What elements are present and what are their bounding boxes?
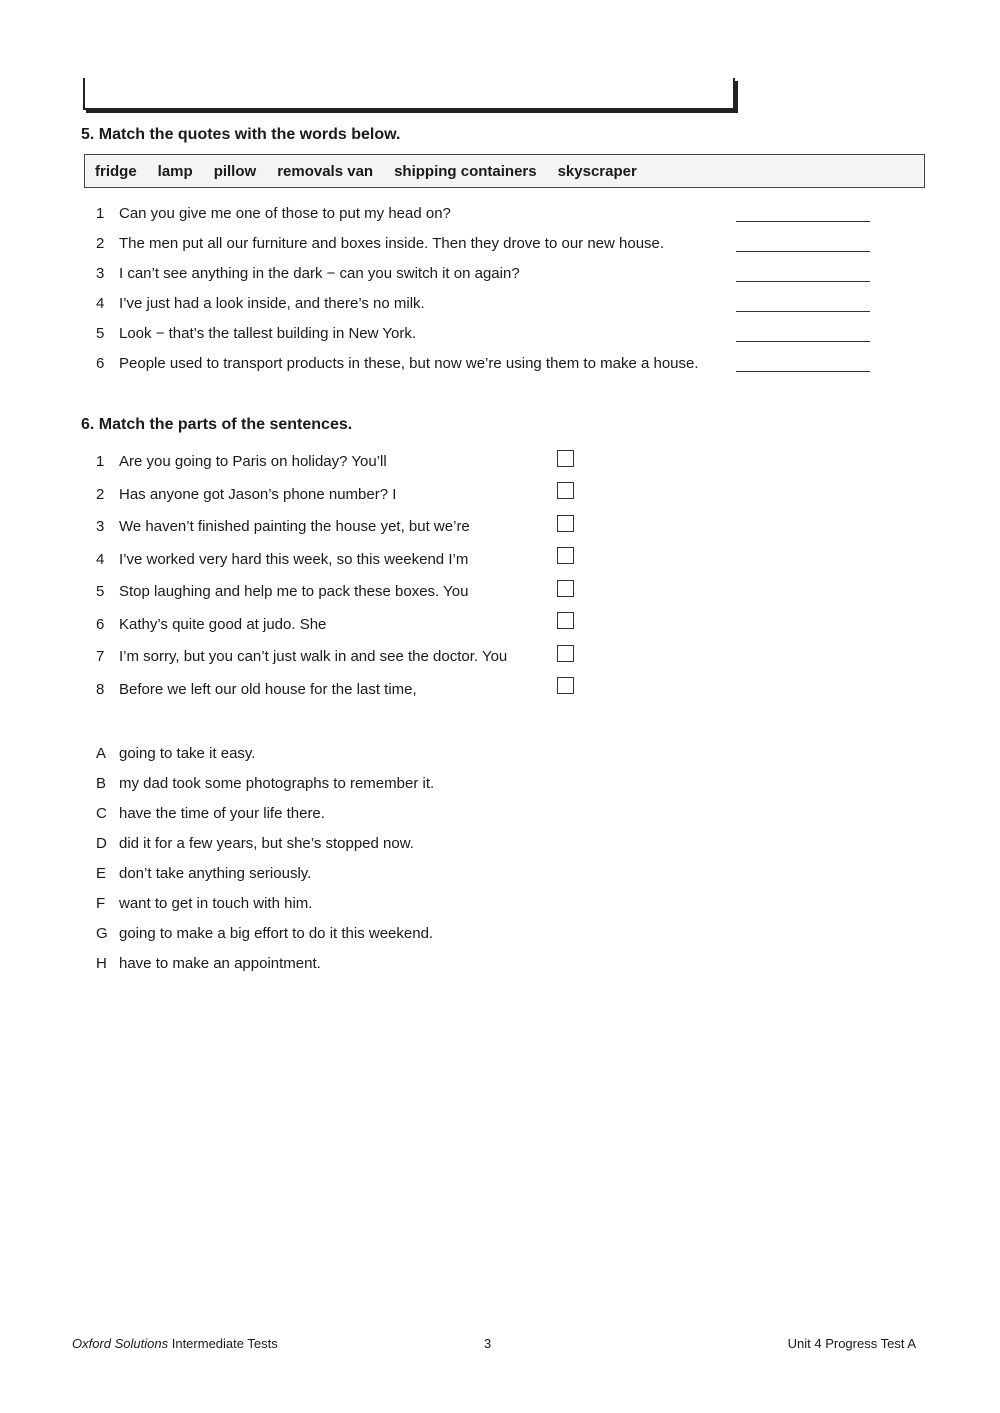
ending-letter: F <box>96 895 106 912</box>
sentence-text: Has anyone got Jason’s phone number? I <box>119 486 397 503</box>
answer-checkbox[interactable] <box>557 547 574 564</box>
quote-text: I can’t see anything in the dark − can you switch it on again? <box>119 265 520 282</box>
quote-text: Can you give me one of those to put my head on? <box>119 205 451 222</box>
sentence-number: 1 <box>96 453 105 470</box>
sentence-text: I’m sorry, but you can’t just walk in and see the doctor. You <box>119 648 508 665</box>
footer-unit-title: Unit 4 Progress Test A <box>787 1336 916 1351</box>
sentence-text: Kathy’s quite good at judo. She <box>119 616 327 633</box>
ending-letter: E <box>96 865 107 882</box>
quote-number: 4 <box>96 295 105 312</box>
sentence-text: I’ve worked very hard this week, so this weekend I’m <box>119 551 469 568</box>
answer-blank[interactable] <box>736 236 870 252</box>
answer-checkbox[interactable] <box>557 645 574 662</box>
quote-text: I’ve just had a look inside, and there’s no milk. <box>119 295 425 312</box>
ending-text: want to get in touch with him. <box>119 895 313 912</box>
answer-checkbox[interactable] <box>557 515 574 532</box>
sentence-text: Are you going to Paris on holiday? You’ll <box>119 453 387 470</box>
sentence-text: Stop laughing and help me to pack these boxes. You <box>119 583 469 600</box>
footer-brand: Oxford Solutions <box>72 1336 169 1351</box>
ending-text: going to take it easy. <box>119 745 256 762</box>
word-bank-item: removals van <box>277 162 374 180</box>
previous-exercise-answer-box[interactable] <box>83 78 735 110</box>
footer-book-title <box>72 1336 278 1351</box>
sentence-text: We haven’t finished painting the house yet, but we’re <box>119 518 470 535</box>
answer-checkbox[interactable] <box>557 580 574 597</box>
word-bank-item: pillow <box>213 162 257 180</box>
word-bank-item: shipping containers <box>394 162 537 180</box>
word-bank-item: fridge <box>95 162 137 180</box>
ending-letter: A <box>96 745 107 762</box>
sentence-text: Before we left our old house for the last time, <box>119 681 417 698</box>
answer-blank[interactable] <box>736 266 870 282</box>
sentence-number: 5 <box>96 583 105 600</box>
quote-number: 3 <box>96 265 105 282</box>
answer-checkbox[interactable] <box>557 450 574 467</box>
exercise-5-title: 5. Match the quotes with the words below. <box>81 126 401 143</box>
answer-blank[interactable] <box>736 206 870 222</box>
ending-text: have to make an appointment. <box>119 955 321 972</box>
ending-letter: C <box>96 805 107 822</box>
ending-letter: D <box>96 835 107 852</box>
sentence-number: 6 <box>96 616 105 633</box>
ending-letter: H <box>96 955 107 972</box>
ending-text: going to make a big effort to do it this weekend. <box>119 925 434 942</box>
answer-checkbox[interactable] <box>557 612 574 629</box>
quote-number: 2 <box>96 235 105 252</box>
word-bank-item: lamp <box>157 162 193 180</box>
ending-letter: B <box>96 775 107 792</box>
sentence-number: 2 <box>96 486 105 503</box>
answer-blank[interactable] <box>736 356 870 372</box>
quote-text: Look − that’s the tallest building in New York. <box>119 325 416 342</box>
answer-blank[interactable] <box>736 296 870 312</box>
quote-number: 5 <box>96 325 105 342</box>
ending-text: did it for a few years, but she’s stopped now. <box>119 835 414 852</box>
answer-blank[interactable] <box>736 326 870 342</box>
exercise-6-title: 6. Match the parts of the sentences. <box>81 416 353 433</box>
ending-text: don’t take anything seriously. <box>119 865 312 882</box>
quote-text: The men put all our furniture and boxes inside. Then they drove to our new house. <box>119 235 665 252</box>
word-bank <box>84 154 925 188</box>
quote-number: 1 <box>96 205 105 222</box>
footer-page-number: 3 <box>484 1336 492 1351</box>
ending-letter: G <box>96 925 108 942</box>
sentence-number: 4 <box>96 551 105 568</box>
ending-text: my dad took some photographs to remember it. <box>119 775 435 792</box>
sentence-number: 8 <box>96 681 105 698</box>
sentence-number: 3 <box>96 518 105 535</box>
quote-text: People used to transport products in these, but now we’re using them to make a house. <box>119 355 699 372</box>
ending-text: have the time of your life there. <box>119 805 325 822</box>
quote-number: 6 <box>96 355 105 372</box>
footer-series: Intermediate Tests <box>168 1336 278 1351</box>
answer-checkbox[interactable] <box>557 482 574 499</box>
word-bank-item: skyscraper <box>557 162 637 180</box>
sentence-number: 7 <box>96 648 105 665</box>
answer-checkbox[interactable] <box>557 677 574 694</box>
